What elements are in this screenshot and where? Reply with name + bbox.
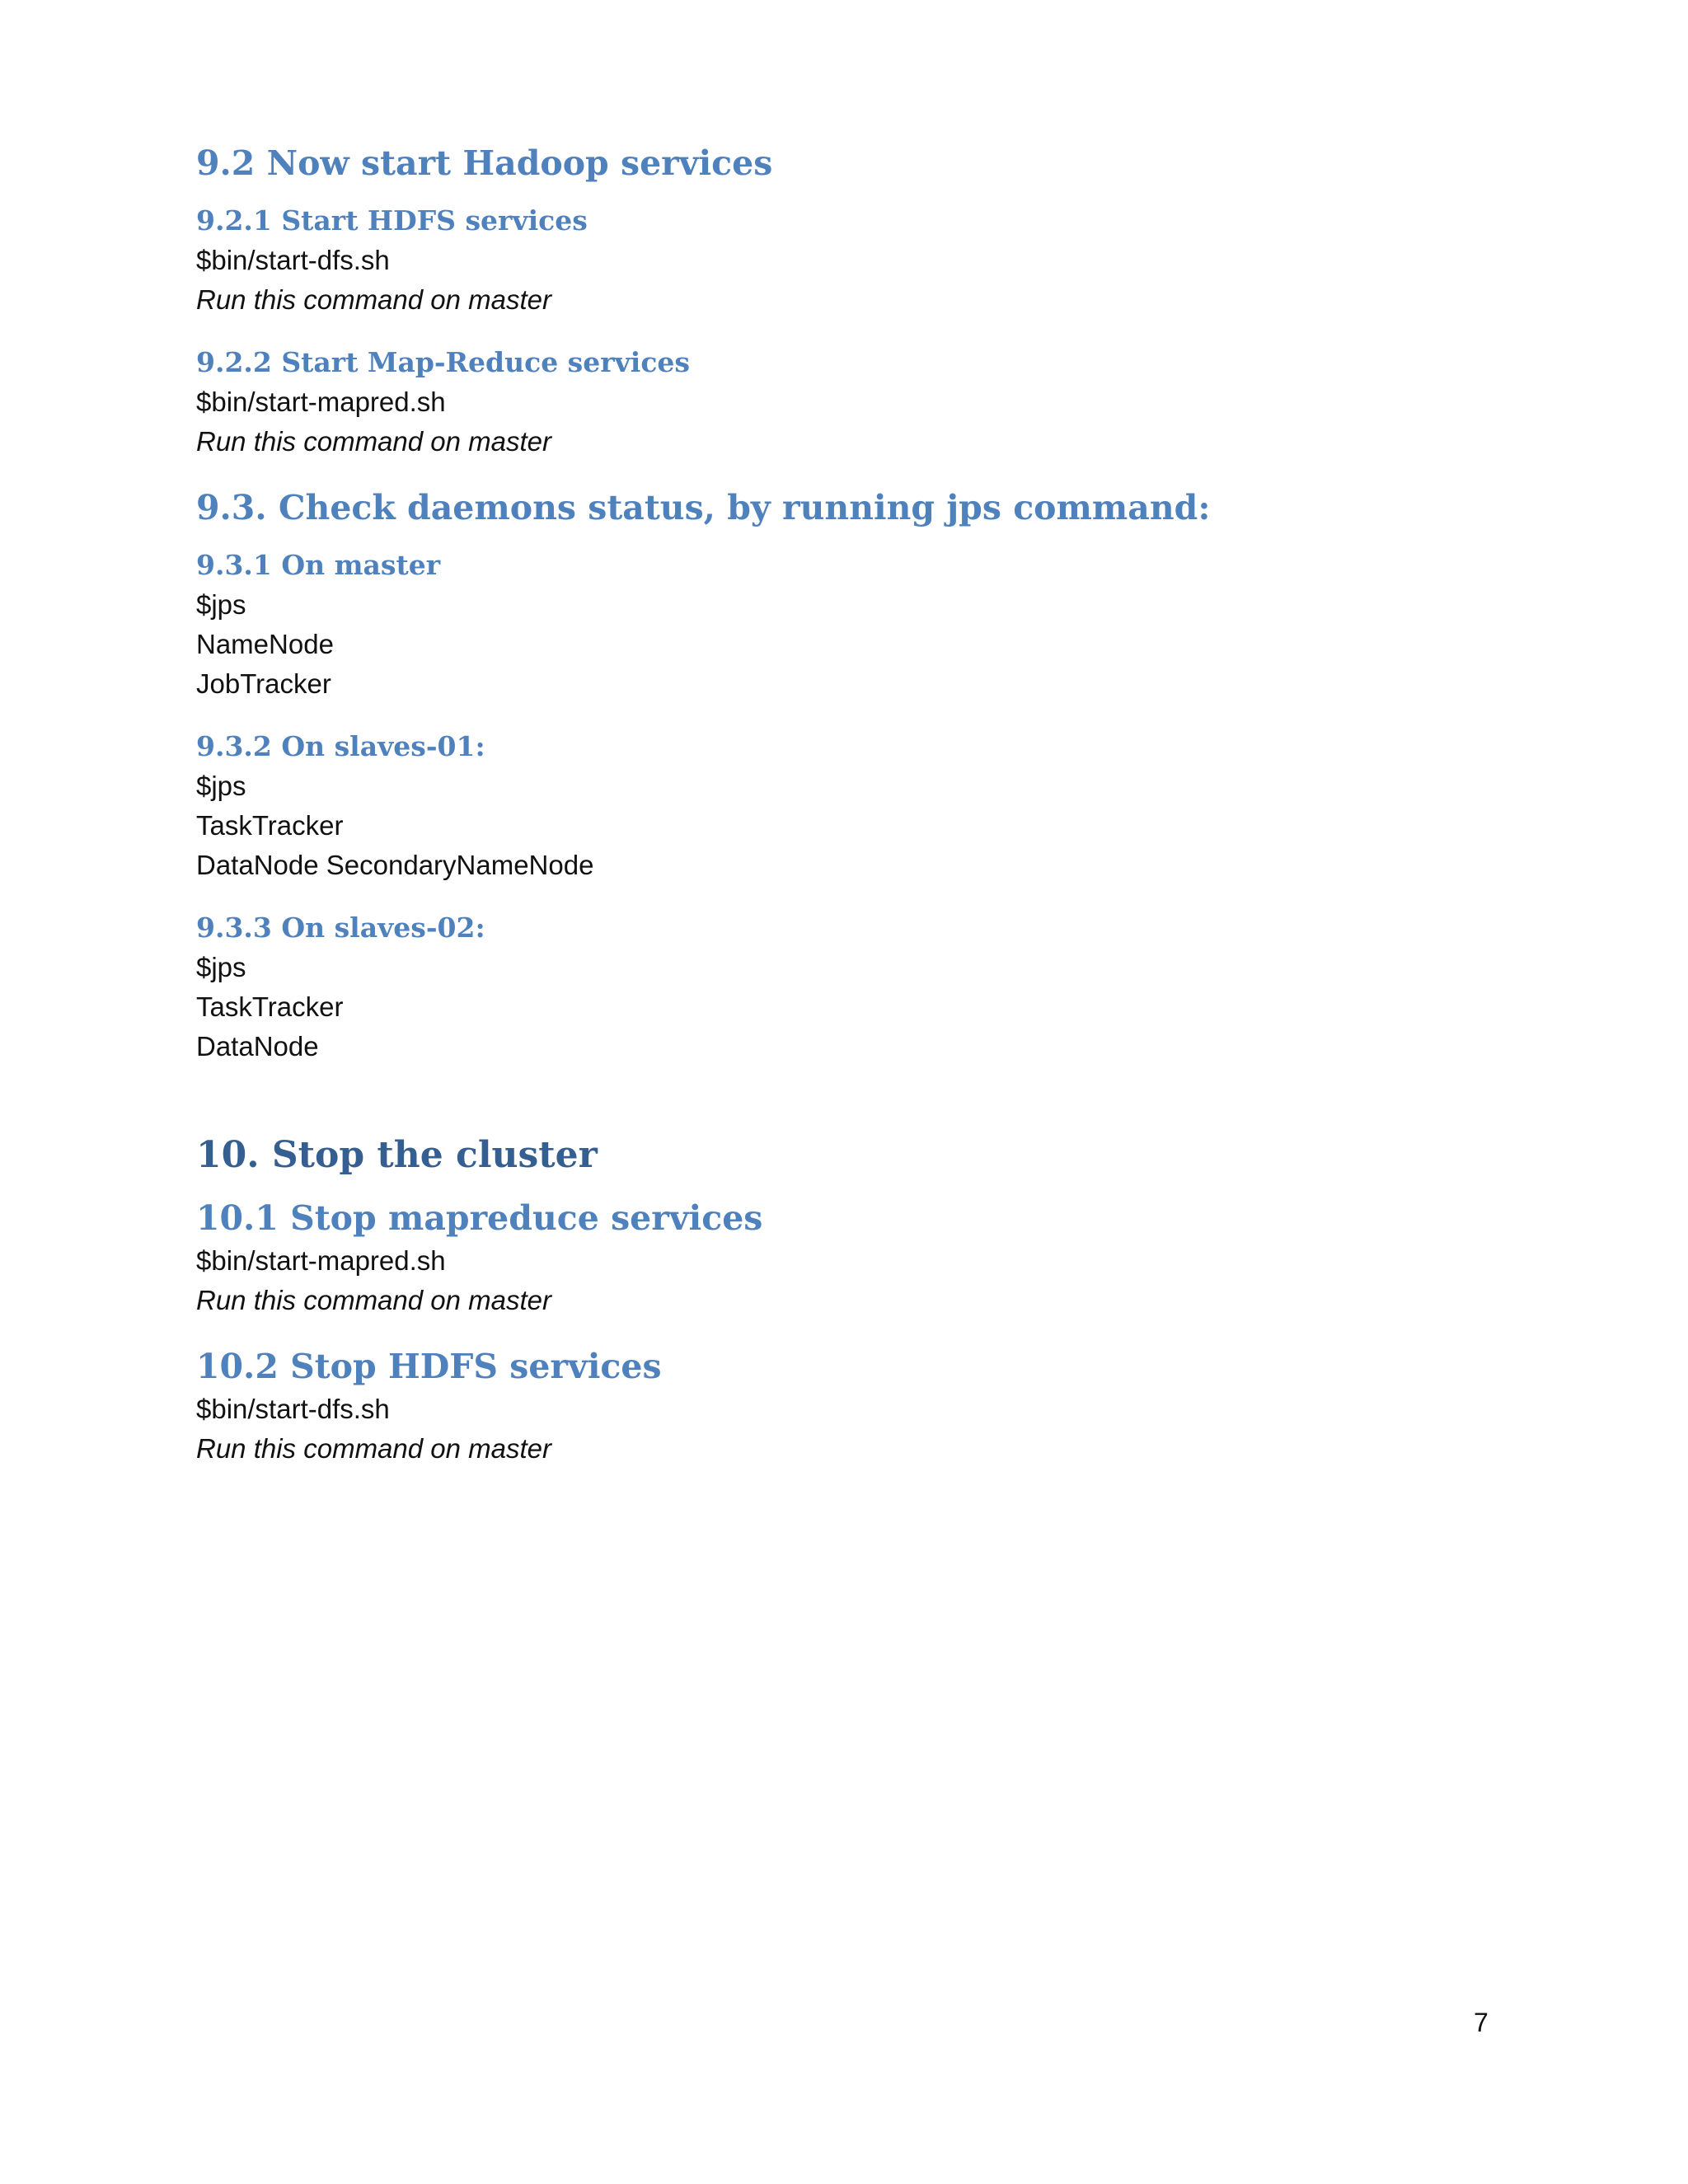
heading-9-3-2: 9.3.2 On slaves-01: — [196, 730, 485, 762]
page-content — [196, 140, 1515, 1469]
command-line: $bin/start-dfs.sh — [196, 1394, 390, 1424]
heading-10-1: 10.1 Stop mapreduce services — [196, 1198, 763, 1238]
command-note: Run this command on master — [196, 1433, 552, 1464]
spacer — [196, 186, 1515, 201]
output-line: $jps — [196, 771, 246, 801]
spacer — [196, 704, 1515, 727]
page-number: 7 — [1474, 2008, 1489, 2037]
heading-9-2-2: 9.2.2 Start Map-Reduce services — [196, 346, 691, 378]
spacer — [196, 320, 1515, 343]
heading-9-2-1: 9.2.1 Start HDFS services — [196, 204, 588, 237]
spacer — [196, 1066, 1515, 1131]
output-line: NameNode — [196, 629, 334, 659]
spacer — [196, 1320, 1515, 1343]
command-line: $bin/start-mapred.sh — [196, 1245, 446, 1276]
heading-9-3-1: 9.3.1 On master — [196, 549, 441, 581]
output-line: DataNode SecondaryNameNode — [196, 850, 594, 880]
command-note: Run this command on master — [196, 284, 552, 315]
heading-9-3: 9.3. Check daemons status, by running jps command: — [196, 488, 1211, 527]
heading-9-2: 9.2 Now start Hadoop services — [196, 143, 773, 183]
command-line: $bin/start-mapred.sh — [196, 387, 446, 417]
heading-10: 10. Stop the cluster — [196, 1134, 598, 1176]
spacer — [196, 531, 1515, 546]
heading-9-3-3: 9.3.3 On slaves-02: — [196, 912, 485, 944]
output-line: TaskTracker — [196, 810, 344, 841]
command-line: $bin/start-dfs.sh — [196, 245, 390, 275]
spacer — [196, 1180, 1515, 1195]
spacer — [196, 885, 1515, 908]
command-note: Run this command on master — [196, 426, 552, 457]
command-note: Run this command on master — [196, 1285, 552, 1315]
output-line: DataNode — [196, 1031, 319, 1062]
output-line: $jps — [196, 952, 246, 982]
output-line: TaskTracker — [196, 991, 344, 1022]
heading-10-2: 10.2 Stop HDFS services — [196, 1347, 662, 1386]
output-line: $jps — [196, 589, 246, 620]
output-line: JobTracker — [196, 668, 331, 699]
spacer — [196, 462, 1515, 485]
